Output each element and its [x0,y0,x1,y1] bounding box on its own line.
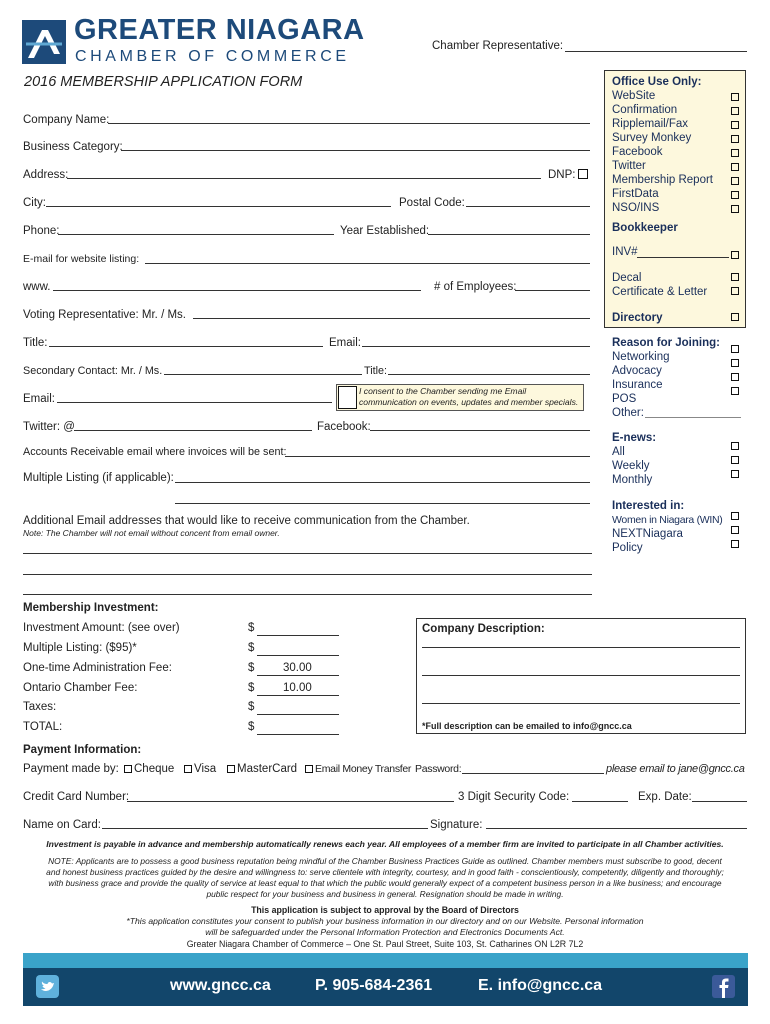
interested-checkbox[interactable] [731,540,739,548]
inv-label: INV# [612,246,638,258]
office-item: Membership Report [612,174,713,186]
address-label: Address: [23,169,69,181]
interested-item: Policy [612,542,643,554]
password-field[interactable] [462,773,604,774]
payment-made-by-label: Payment made by: [23,763,119,775]
reason-item: Networking [612,351,670,363]
inv-checkbox[interactable] [731,251,739,259]
enews-checkbox[interactable] [731,442,739,450]
investment-row-label: Investment Amount: (see over) [23,622,180,634]
consent-box [336,384,584,411]
footer-website[interactable]: www.gncc.ca [170,977,271,994]
currency-symbol: $ [248,682,255,694]
secondary-contact-field[interactable] [164,374,362,375]
email-field[interactable] [362,346,590,347]
logo-mark-icon [22,20,66,64]
email-label: Email: [329,337,361,349]
title-label: Title: [23,337,48,349]
reason-checkbox[interactable] [731,387,739,395]
investment-row-field[interactable] [257,734,339,735]
mastercard-checkbox[interactable] [227,765,235,773]
voting-rep-label: Voting Representative: Mr. / Ms. [23,309,186,321]
name-on-card-label: Name on Card: [23,819,101,831]
additional-email-label: Additional Email addresses that would like to receive communication from the Chamber. [23,515,470,527]
investment-row-label: One-time Administration Fee: [23,662,172,674]
investment-row-field[interactable] [257,695,339,696]
additional-email-note: Note: The Chamber will not email without concent from email owner. [23,528,280,538]
enews-heading: E-news: [612,432,657,444]
twitter-icon[interactable] [36,975,59,998]
voting-rep-field[interactable] [193,318,590,319]
postal-code-field[interactable] [466,206,590,207]
directory-checkbox[interactable] [731,313,739,321]
currency-symbol: $ [248,662,255,674]
address-field[interactable] [67,178,541,179]
logo [22,20,66,64]
mastercard-label: MasterCard [237,763,298,775]
twitter-label: Twitter: @ [23,421,75,433]
privacy-line-1: *This application constitutes your consent to publish your business information in our directory and on our Website. Personal information [126,916,644,926]
investment-row-value: 10.00 [283,682,312,694]
business-category-label: Business Category: [23,141,123,153]
investment-row-label: Ontario Chamber Fee: [23,682,138,694]
office-item: Ripplemail/Fax [612,118,689,130]
office-item: Facebook [612,146,663,158]
company-name-label: Company Name: [23,114,110,126]
office-item: Twitter [612,160,646,172]
cheque-label: Cheque [134,763,175,775]
note-line-3: with business grace and provide the quality of service at least equal to that which the public would generally expect of a competent business person in a like business; and encourage [48,878,722,888]
office-item: NSO/INS [612,202,660,214]
facebook-label: Facebook: [317,421,371,433]
www-label: www. [23,281,51,293]
office-item-checkbox[interactable] [731,135,739,143]
company-description-heading: Company Description: [422,623,545,635]
privacy-line-2: will be safeguarded under the Personal Information Protection and Electronics Documents Act. [205,927,565,937]
footer-phone: P. 905-684-2361 [315,977,433,994]
employees-label: # of Employees: [434,281,517,293]
emt-label: Email Money Transfer [315,763,412,775]
renewal-notice: Investment is payable in advance and membership automatically renews each year. All employees of a member firm are invited to participate in all Chamber activities. [46,839,724,849]
office-item: Confirmation [612,104,678,116]
logo-title: GREATER NIAGARA [74,14,365,46]
office-item: WebSite [612,90,656,102]
interested-heading: Interested in: [612,500,685,512]
postal-code-label: Postal Code: [399,197,465,209]
facebook-field[interactable] [370,430,590,431]
enews-item: All [612,446,625,458]
signature-label: Signature: [430,819,483,831]
footer-email[interactable]: E. info@gncc.ca [478,977,603,994]
enews-checkbox[interactable] [731,470,739,478]
reason-checkbox[interactable] [731,373,739,381]
enews-item: Weekly [612,460,650,472]
email-listing-label: E-mail for website listing: [23,253,140,265]
investment-row-label: Taxes: [23,701,57,713]
note-line-2: and honest business practices guided by the desire and willingness to: serve clientele with integrity, courtesy, and in good faith - conscientiously, competently, diligently and thoroughly; [46,867,724,877]
name-on-card-field[interactable] [102,828,428,829]
chamber-rep-label: Chamber Representative: [432,40,564,52]
company-description-field-2[interactable] [422,675,740,676]
office-item-checkbox[interactable] [731,177,739,185]
year-established-label: Year Established: [340,225,430,237]
employees-field[interactable] [515,290,590,291]
footer-accent-bar [23,953,748,968]
certificate-label: Certificate & Letter [612,286,708,298]
additional-email-field-3[interactable] [23,594,592,595]
office-item: FirstData [612,188,659,200]
twitter-field[interactable] [74,430,312,431]
reason-item: Insurance [612,379,663,391]
office-item-checkbox[interactable] [731,149,739,157]
phone-field[interactable] [58,234,334,235]
enews-checkbox[interactable] [731,456,739,464]
card-number-label: Credit Card Number: [23,791,130,803]
facebook-f-icon [712,975,735,998]
currency-symbol: $ [248,721,255,733]
year-established-field[interactable] [428,234,590,235]
consent-checkbox[interactable] [338,386,357,409]
additional-email-field-1[interactable] [23,553,592,554]
company-name-field[interactable] [108,123,590,124]
investment-row-field[interactable] [257,655,339,656]
title-field[interactable] [49,346,323,347]
office-item-checkbox[interactable] [731,205,739,213]
reason-item: POS [612,393,637,405]
interested-checkbox[interactable] [731,526,739,534]
payment-heading: Payment Information: [23,744,142,756]
office-item-checkbox[interactable] [731,107,739,115]
security-code-field[interactable] [572,801,628,802]
title2-field[interactable] [388,374,590,375]
company-description-field-3[interactable] [422,703,740,704]
certificate-checkbox[interactable] [731,287,739,295]
reason-checkbox[interactable] [731,345,739,353]
office-item: Survey Monkey [612,132,692,144]
multiple-listing-field[interactable] [175,482,590,483]
security-code-label: 3 Digit Security Code: [458,791,570,803]
company-description-field-1[interactable] [422,647,740,648]
office-item-checkbox[interactable] [731,191,739,199]
card-number-field[interactable] [127,801,454,802]
reasons-heading: Reason for Joining: [612,337,720,349]
visa-label: Visa [194,763,217,775]
signature-field[interactable] [486,828,747,829]
inv-field[interactable] [637,257,729,258]
interested-item: NEXTNiagara [612,528,683,540]
reason-checkbox[interactable] [731,359,739,367]
exp-date-field[interactable] [692,801,747,802]
investment-heading: Membership Investment: [23,602,159,614]
business-category-field[interactable] [121,150,590,151]
reason-other-label: Other: [612,407,644,419]
currency-symbol: $ [248,622,255,634]
facebook-icon[interactable] [712,975,735,998]
currency-symbol: $ [248,642,255,654]
investment-row-field[interactable] [257,714,339,715]
note-line-4: public respect for your business and business in general. Resignation should be made in writing. [206,889,564,899]
email2-label: Email: [23,393,55,405]
dnp-label: DNP: [548,169,576,181]
email2-field[interactable] [57,402,332,403]
consent-text [359,386,578,408]
decal-checkbox[interactable] [731,273,739,281]
reason-item: Advocacy [612,365,662,377]
exp-date-label: Exp. Date: [638,791,692,803]
reason-other-field[interactable] [645,417,741,418]
office-item-checkbox[interactable] [731,93,739,101]
emt-checkbox[interactable] [305,765,313,773]
chamber-rep-field[interactable] [565,51,747,52]
password-label: Password: [415,763,462,775]
twitter-bird-icon [36,975,59,998]
www-field[interactable] [53,290,421,291]
company-description-note: *Full description can be emailed to info@gncc.ca [422,721,632,731]
accounts-receivable-field[interactable] [285,456,590,457]
decal-label: Decal [612,272,642,284]
enews-item: Monthly [612,474,653,486]
multiple-listing-field-2[interactable] [175,503,590,504]
additional-email-field-2[interactable] [23,574,592,575]
directory-heading: Directory [612,312,663,324]
investment-row-field[interactable] [257,635,339,636]
company-description-box [416,618,746,734]
form-title: 2016 MEMBERSHIP APPLICATION FORM [24,74,303,90]
consent-line-1: I consent to the Chamber sending me Email [359,386,527,396]
bookkeeper-heading: Bookkeeper [612,222,678,234]
cheque-checkbox[interactable] [124,765,132,773]
office-item-checkbox[interactable] [731,163,739,171]
office-use-heading: Office Use Only: [612,76,702,88]
investment-row-field[interactable] [257,675,339,676]
chamber-address: Greater Niagara Chamber of Commerce – One St. Paul Street, Suite 103, St. Catharines ON L2R 7L2 [186,939,584,949]
currency-symbol: $ [248,701,255,713]
office-item-checkbox[interactable] [731,121,739,129]
investment-row-value: 30.00 [283,662,312,674]
secondary-contact-label: Secondary Contact: Mr. / Ms. [23,365,163,377]
consent-line-2: communication on events, updates and member specials. [359,397,579,407]
email-listing-field[interactable] [145,263,590,264]
logo-subtitle: CHAMBER OF COMMERCE [75,48,350,65]
interested-item: Women in Niagara (WIN) [612,514,723,526]
city-label: City: [23,197,46,209]
note-line-1: NOTE: Applicants are to possess a good business reputation being mindful of the Chamber Business Practices Guide as outlined. Chamber members must subscribe to good, decent [48,856,722,866]
multiple-listing-label: Multiple Listing (if applicable): [23,472,174,484]
dnp-checkbox[interactable] [578,169,588,179]
investment-row-label: Multiple Listing: ($95)* [23,642,137,654]
title2-label: Title: [364,365,387,377]
password-note: please email to jane@gncc.ca [606,763,745,775]
phone-label: Phone: [23,225,60,237]
investment-row-label: TOTAL: [23,721,63,733]
visa-checkbox[interactable] [184,765,192,773]
city-field[interactable] [46,206,391,207]
approval-notice: This application is subject to approval by the Board of Directors [251,905,519,915]
interested-checkbox[interactable] [731,512,739,520]
accounts-receivable-label: Accounts Receivable email where invoices will be sent: [23,446,287,458]
